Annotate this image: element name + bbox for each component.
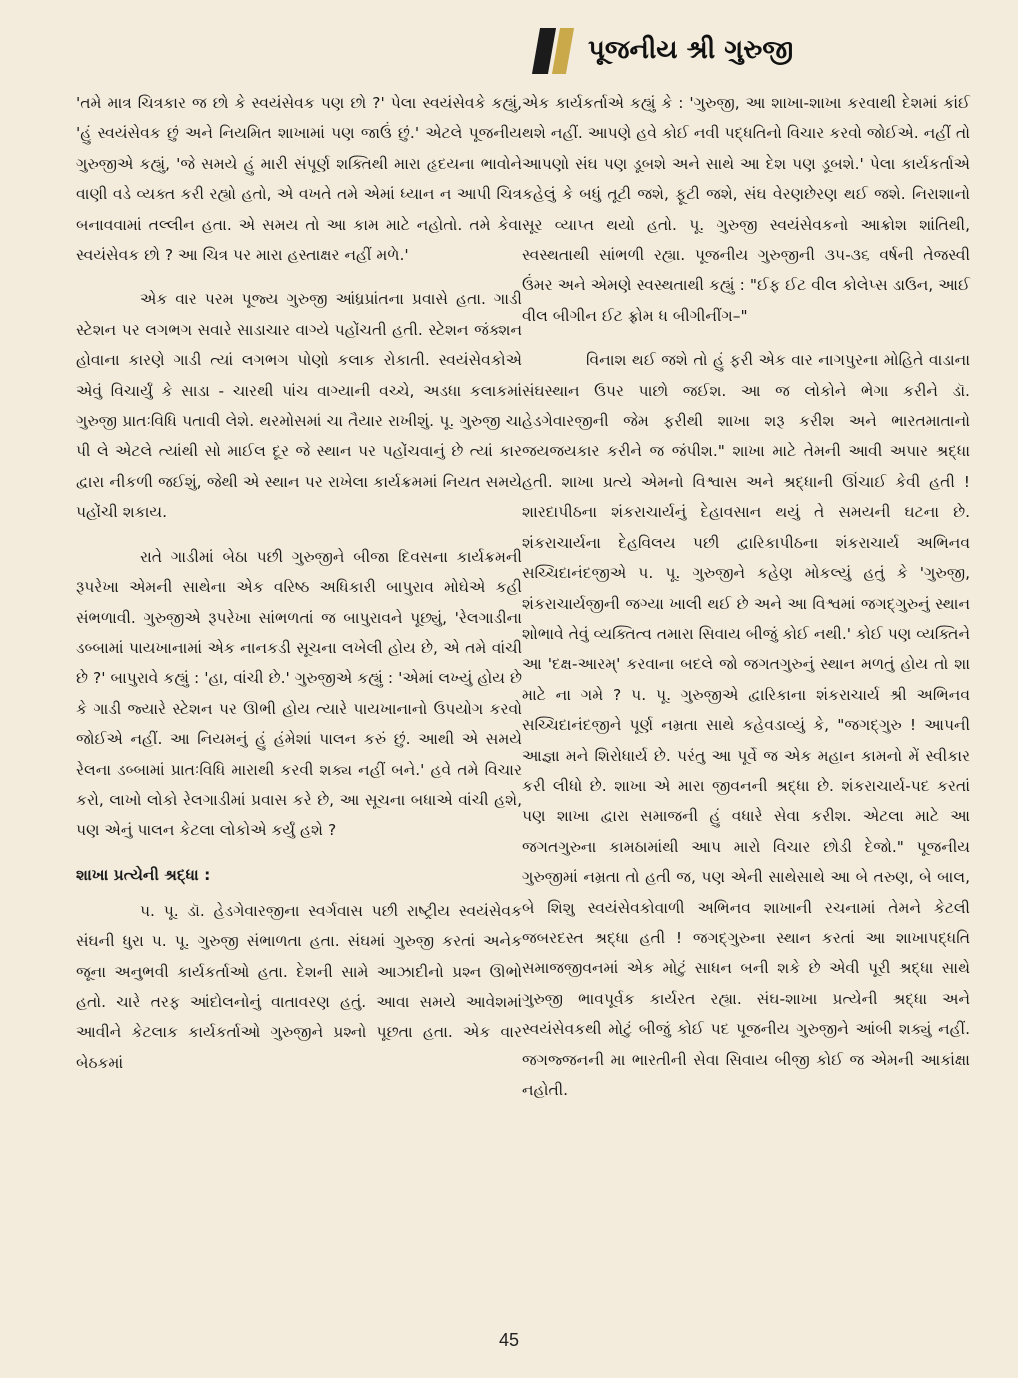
right-column [522, 88, 970, 1119]
paragraph: વિનાશ થઈ જશે તો હું ફરી એક વાર નાગપુરના મોહિતે વાડાના સંઘસ્થાન ઉપર પાછો જઈશ. આ જ લોકોને ભેગા કરીને ડૉ. હેડગેવારજીની જેમ ફરીથી શાખા શરૂ કરીશ અને ભારતમાતાનો જયજયકાર કરીને જ જંપીશ." શાખા માટે તેમની આવી અપાર શ્રદ્ધા હતી. શાખા પ્રત્યે એમનો વિશ્વાસ અને શ્રદ્ધાની ઊંચાઈ કેવી હતી ! શારદાપીઠના શંકરાચાર્યનું દેહાવસાન થયું તે સમયની ઘટના છે. શંકરાચાર્યના દેહવિલય પછી દ્વારિકાપીઠના શંકરાચાર્ય અભિનવ સચ્ચિદાનંદજીએ પ. પૂ. ગુરુજીને કહેણ મોકલ્યું હતું કે 'ગુરુજી, શંકરાચાર્યજીની જગ્યા ખાલી થઈ છે અને આ વિશ્વમાં જગદ્‌ગુરુનું સ્થાન શોભાવે તેવું વ્યક્તિત્વ તમારા સિવાય બીજું કોઈ નથી.' કોઈ પણ વ્યક્તિને આ 'દક્ષ-આરમ્' કરવાના બદલે જો જગતગુરુનું સ્થાન મળતું હોય તો શા માટે ના ગમે ? પ. પૂ. ગુરુજીએ દ્વારિકાના શંકરાચાર્ય શ્રી અભિનવ સચ્ચિદાનંદજીને પૂર્ણ નમ્રતા સાથે કહેવડાવ્યું કે, "જગદ્‌ગુરુ ! આપની આજ્ઞા મને શિરોધાર્ય છે. પરંતુ આ પૂર્વે જ એક મહાન કામનો મેં સ્વીકાર કરી લીધો છે. શાખા એ મારા જીવનની શ્રદ્ધા છે. શંકરાચાર્ય-પદ કરતાં પણ શાખા દ્વારા સમાજની હું વધારે સેવા કરીશ. એટલા માટે આ જગતગુરુના કામઠામાંથી આપ મારો વિચાર છોડી દેજો." પૂજનીય ગુરુજીમાં નમ્રતા તો હતી જ, પણ એની સાથેસાથે આ બે તરુણ, બે બાલ, બે શિશુ સ્વયંસેવકોવાળી અભિનવ શાખાની રચનામાં તેમને કેટલી જબરદસ્ત શ્રદ્ધા હતી ! જગદ્‌ગુરુના સ્થાન કરતાં આ શાખાપદ્ધતિ સમાજજીવનમાં એક મોટું સાધન બની શકે છે એવી પૂરી શ્રદ્ધા સાથે ગુરુજી ભાવપૂર્વક કાર્યરત રહ્યા. સંઘ-શાખા પ્રત્યેની શ્રદ્ધા અને સ્વયંસેવકથી મોટું બીજું કોઈ પદ પૂજનીય ગુરુજીને આંબી શક્યું નહીં. જગજ્જનની મા ભારતીની સેવા સિવાય બીજી કોઈ જ એમની આકાંક્ષા નહોતી. [522, 351, 970, 1099]
header-accent-bar-gold [552, 28, 574, 74]
paragraph: એક વાર પરમ પૂજ્ય ગુરુજી આંધ્રપ્રાંતના પ્રવાસે હતા. ગાડી સ્ટેશન પર લગભગ સવારે સાડાચાર વાગ્યે પહોંચતી હતી. સ્ટેશન જંક્શન હોવાના કારણે ગાડી ત્યાં લગભગ પોણો કલાક રોકાતી. સ્વયંસેવકોએ એવું વિચાર્યું કે સાડા - ચારથી પાંચ વાગ્યાની વચ્ચે, અડધા કલાકમાં ગુરુજી પ્રાતઃવિધિ પતાવી લેશે. થરમોસમાં ચા તૈયાર રાખીશું. પૂ. ગુરુજી ચા પી લે એટલે ત્યાંથી સો માઈલ દૂર જે સ્થાન પર પહોંચવાનું છે ત્યાં કાર દ્વારા નીકળી જઈશું, જેથી એ સ્થાન પર રાખેલા કાર્યક્રમમાં નિયત સમયે પહોંચી શકાય. [76, 290, 522, 522]
paragraph: એક કાર્યકર્તાએ કહ્યું કે : 'ગુરુજી, આ શાખા-શાખા કરવાથી દેશમાં કાંઈ થશે નહીં. આપણે હવે કોઈ નવી પદ્ધતિનો વિચાર કરવો જોઈએ. નહીં તો આપણો સંઘ પણ ડૂબશે અને સાથે આ દેશ પણ ડૂબશે.' પેલા કાર્યકર્તાએ કહેલું કે બધું તૂટી જશે, ફૂટી જશે, સંઘ વેરણછેરણ થઈ જશે. નિરાશાનો સૂર વ્યાપ્ત થયો હતો. પૂ. ગુરુજી સ્વયંસેવકનો આક્રોશ શાંતિથી, સ્વસ્થતાથી સાંભળી રહ્યા. પૂજનીય ગુરુજીની ૩૫-૩૬ વર્ષની તેજસ્વી ઉંમર અને એમણે સ્વસ્થતાથી કહ્યું : "ઈફ ઈટ વીલ કોલેપ્સ ડાઉન, આઈ વીલ બીગીન ઈટ ફ્રોમ ધ બીગીનીંગ–" [522, 94, 970, 325]
page-header [536, 22, 976, 80]
left-column [76, 88, 522, 1092]
page-number: 45 [498, 1330, 520, 1350]
section-heading: શાખા પ્રત્યેની શ્રદ્ધા : [76, 865, 211, 884]
paragraph: 'તમે માત્ર ચિત્રકાર જ છો કે સ્વયંસેવક પણ છો ?' પેલા સ્વયંસેવકે કહ્યું, 'હું સ્વયંસેવક છું અને નિયમિત શાખામાં પણ જાઉં છું.' એટલે પૂજનીય ગુરુજીએ કહ્યું, 'જે સમયે હું મારી સંપૂર્ણ શક્તિથી મારા હૃદયના ભાવોને વાણી વડે વ્યક્ત કરી રહ્યો હતો, એ વખતે તમે એમાં ધ્યાન ન આપી ચિત્ર બનાવવામાં તલ્લીન હતા. એ સમય તો આ કામ માટે નહોતો. તમે કેવા સ્વયંસેવક છો ? આ ચિત્ર પર મારા હસ્તાક્ષર નહીં મળે.' [76, 94, 522, 265]
page-title: પૂજનીય શ્રી ગુરુજી [588, 35, 794, 65]
paragraph: પ. પૂ. ડૉ. હેડગેવારજીના સ્વર્ગવાસ પછી રાષ્ટ્રીય સ્વયંસેવક સંઘની ધુરા પ. પૂ. ગુરુજી સંભાળતા હતા. સંઘમાં ગુરુજી કરતાં અનેક જૂના અનુભવી કાર્યકર્તાઓ હતા. દેશની સામે આઝાદીનો પ્રશ્ન ઊભો હતો. ચારે તરફ આંદોલનોનું વાતાવરણ હતું. આવા સમયે આવેશમાં આવીને કેટલાક કાર્યકર્તાઓ ગુરુજીને પ્રશ્નો પૂછતા હતા. એક વાર બેઠકમાં [76, 901, 522, 1072]
paragraph: રાતે ગાડીમાં બેઠા પછી ગુરુજીને બીજા દિવસના કાર્યક્રમની રૂપરેખા એમની સાથેના એક વરિષ્ઠ અધિકારી બાપુરાવ મોઘેએ કહી સંભળાવી. ગુરુજીએ રૂપરેખા સાંભળતાં જ બાપુરાવને પૂછ્યું, 'રેલગાડીના ડબ્બામાં પાયખાનામાં એક નાનકડી સૂચના લખેલી હોય છે, એ તમે વાંચી છે ?' બાપુરાવે કહ્યું : 'હા, વાંચી છે.' ગુરુજીએ કહ્યું : 'એમાં લખ્યું હોય છે કે ગાડી જ્યારે સ્ટેશન પર ઊભી હોય ત્યારે પાયખાનાનો ઉપયોગ કરવો જોઈએ નહીં. આ નિયમનું હું હંમેશાં પાલન કરું છું. આથી એ સમયે રેલના ડબ્બામાં પ્રાતઃવિધિ મારાથી કરવી શક્ય નહીં બને.' હવે તમે વિચાર કરો, લાખો લોકો રેલગાડીમાં પ્રવાસ કરે છે, આ સૂચના બધાએ વાંચી હશે, પણ એનું પાલન કેટલા લોકોએ કર્યું હશે ? [76, 547, 522, 840]
